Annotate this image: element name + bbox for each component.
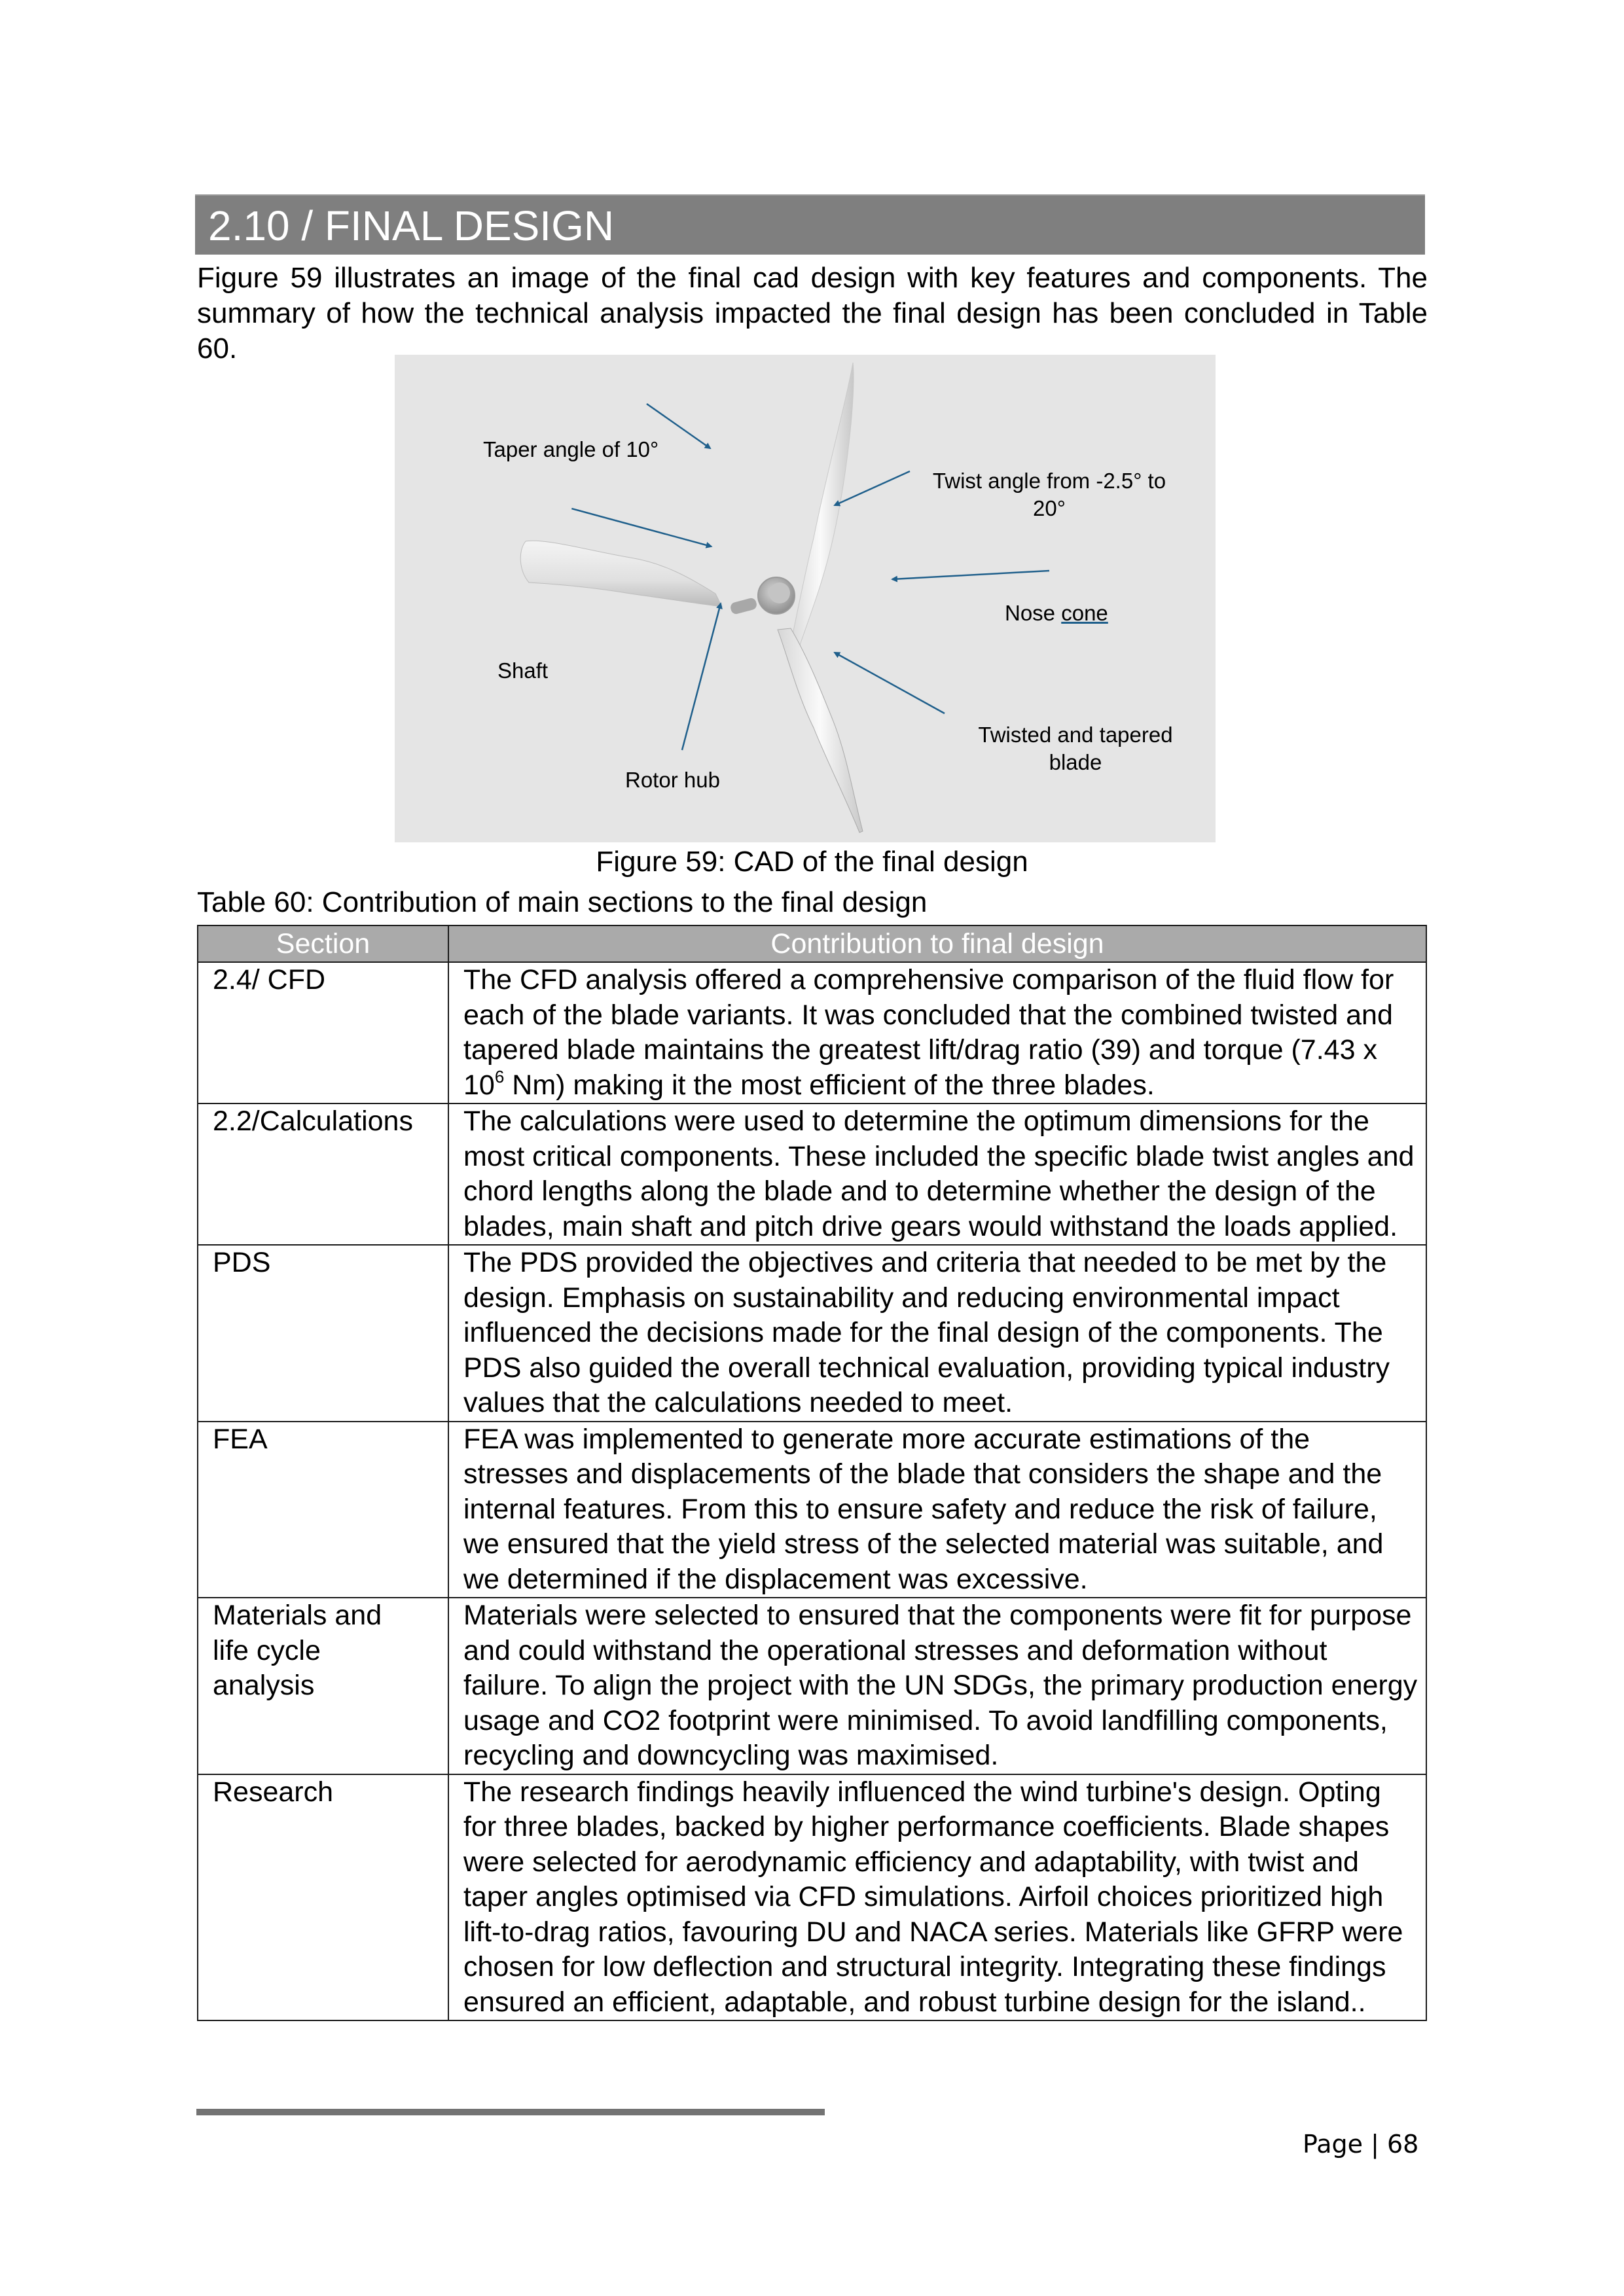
page-number: Page | 68 (1303, 2130, 1419, 2159)
row-contribution-text: The CFD analysis offered a comprehensive comparison of the fluid flow for each of the blade variants. It was concluded that the combined twisted and tapered blade maintains the greatest lift/drag ratio (39) and torque (7.43 x 10 (463, 964, 1394, 1101)
twist-arrow (835, 471, 910, 505)
row-contribution: The research findings heavily influenced the wind turbine's design. Opting for three blades, backed by higher performance coefficients. Blade shapes were selected for aerodynamic efficiency and adaptability, with twist and taper angles optimised via CFD simulations. Airfoil choices prioritized high lift-to-drag ratios, favouring DU and NACA series. Materials like GFRP were chosen for low deflection and structural integrity. Integrating these findings ensured an efficient, adaptable, and robust turbine design for the island.. (448, 1774, 1426, 2021)
label-nose-cone-word2: cone (1061, 601, 1108, 625)
cad-figure (395, 355, 1216, 842)
exponent: 6 (494, 1066, 505, 1086)
table-row (198, 1245, 1426, 1422)
row-contribution: Materials were selected to ensured that the components were fit for purpose and could withstand the operational stresses and deformation without failure. To align the project with the UN SDGs, the primary production energy usage and CO2 footprint were minimised. To avoid landfilling components, recycling and downcycling was maximised. (448, 1598, 1426, 1774)
table-row (198, 1774, 1426, 2021)
table-caption: Table 60: Contribution of main sections to the final design (197, 886, 928, 918)
row-section: 2.4/ CFD (198, 962, 448, 1103)
label-taper-angle: Taper angle of 10° (483, 437, 659, 461)
twisted-blade-arrow (835, 653, 945, 713)
row-contribution: The calculations were used to determine the optimum dimensions for the most critical components. These included the specific blade twist angles and chord lengths along the blade and to determine whether the design of the blades, main shaft and pitch drive gears would withstand the loads applied. (448, 1103, 1426, 1245)
left-blade (520, 541, 722, 607)
label-rotor-hub: Rotor hub (625, 768, 720, 792)
contribution-table (197, 925, 1427, 2021)
rotor-hub-arrow (682, 603, 721, 750)
label-twist-angle-line2: 20° (1033, 496, 1066, 520)
row-contribution: FEA was implemented to generate more accurate estimations of the stresses and displacements of the blade that considers the shape and the internal features. From this to ensure safety and reduce the risk of failure, we ensured that the yield stress of the selected material was suitable, and we determined if the displacement was excessive. (448, 1422, 1426, 1598)
label-nose-cone (1005, 600, 1108, 627)
row-section: Research (198, 1774, 448, 2021)
label-nose-cone-word1: Nose (1005, 601, 1056, 625)
section-heading-bar (195, 194, 1425, 255)
figure-caption: Figure 59: CAD of the final design (596, 846, 1028, 878)
header-contribution: Contribution to final design (448, 925, 1426, 962)
row-contribution-text-end: Nm) making it the most efficient of the three blades. (504, 1069, 1155, 1101)
row-contribution (448, 962, 1426, 1103)
table-row (198, 1598, 1426, 1774)
lower-blade (778, 628, 863, 833)
footer-divider (196, 2109, 825, 2115)
upper-blade (787, 363, 854, 662)
label-twisted-blade-line2: blade (1049, 750, 1102, 774)
nose-cone-part (769, 583, 790, 603)
table-header-row (198, 925, 1426, 962)
row-section: 2.2/Calculations (198, 1103, 448, 1245)
header-section: Section (198, 925, 448, 962)
label-twist-angle-line1: Twist angle from -2.5° to (932, 469, 1166, 493)
label-shaft: Shaft (497, 658, 549, 683)
intro-paragraph: Figure 59 illustrates an image of the final cad design with key features and components. The summary of how the technical analysis impacted the final design has been concluded in Table 60. (197, 262, 1428, 365)
label-twist-angle (912, 467, 1187, 522)
row-section: PDS (198, 1245, 448, 1422)
table-row (198, 962, 1426, 1103)
table-row (198, 1422, 1426, 1598)
nose-cone-arrow (892, 571, 1049, 579)
row-contribution: The PDS provided the objectives and criteria that needed to be met by the design. Emphasis on sustainability and reducing environmental impact influenced the decisions made for the final design of the components. The PDS also guided the overall technical evaluation, providing typical industry values that the calculations needed to meet. (448, 1245, 1426, 1422)
shaft-part (729, 597, 757, 615)
row-section: FEA (198, 1422, 448, 1598)
label-twisted-blade (931, 721, 1216, 776)
section-heading: 2.10 / FINAL DESIGN (208, 202, 615, 249)
row-section: Materials and life cycle analysis (198, 1598, 448, 1774)
label-twisted-blade-line1: Twisted and tapered (978, 723, 1173, 747)
table-row (198, 1103, 1426, 1245)
